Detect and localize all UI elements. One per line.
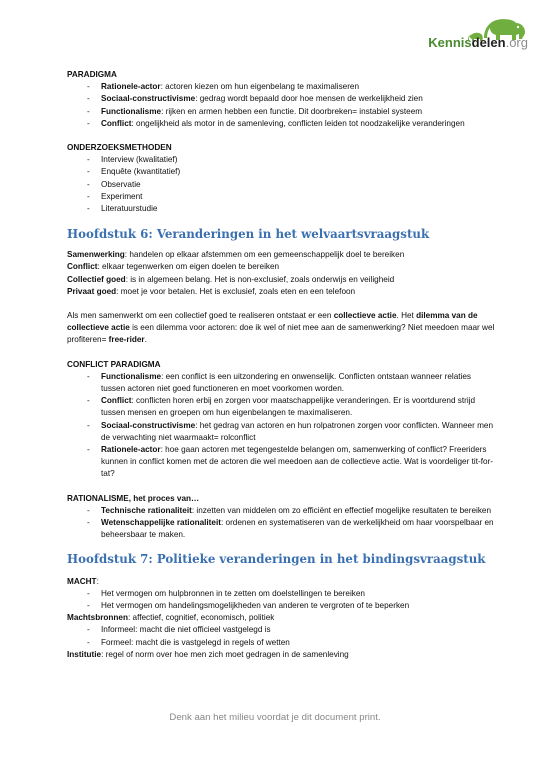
definition-line: [67, 286, 497, 298]
footer-note: Denk aan het milieu voordat je dit document print.: [169, 712, 381, 723]
definition: : elkaar tegenwerken om eigen doelen te bereiken: [97, 262, 280, 272]
list-item: - Literatuurstudie: [67, 203, 497, 215]
definition: : ongelijkheid als motor in de samenleving, conflicten leiden tot noodzakelijke veranderingen: [131, 118, 465, 128]
list-item: - Interview (kwalitatief): [67, 154, 497, 166]
definition: : affectief, cognitief, economisch, politiek: [127, 613, 275, 623]
logo-wordmark: [428, 35, 528, 50]
term: Collectief goed: [67, 274, 126, 284]
machtsbronnen-line: [67, 612, 497, 624]
term: Technische rationaliteit: [101, 505, 192, 515]
list-item: - Informeel: macht die niet officieel vastgelegd is: [67, 624, 497, 636]
term: Sociaal-constructivisme: [101, 94, 196, 104]
term: Conflict: [101, 118, 132, 128]
list-item: - Enquête (kwantitatief): [67, 166, 497, 178]
list-item: [67, 106, 497, 118]
list-item: [67, 395, 497, 419]
list-item: [67, 93, 497, 105]
definition: : moet je voor betalen. Het is exclusief, zoals eten en een telefoon: [116, 286, 356, 296]
logo-text-dark: delen: [471, 35, 506, 50]
term: Functionalisme: [101, 371, 162, 381]
text: is een dilemma voor actoren: doe ik wel of niet mee aan de samenwerking? Niet meedoen maar wel profiteren=: [67, 323, 495, 345]
list-item: [67, 118, 497, 130]
list-item: [67, 371, 497, 395]
term: Rationele-actor: [101, 82, 161, 92]
term: Conflict: [67, 262, 98, 272]
term: Privaat goed: [67, 286, 117, 296]
text: .: [144, 335, 147, 345]
list-item: - Formeel: macht die is vastgelegd in regels of wetten: [67, 637, 497, 649]
text: Als men samenwerkt om een collectief goed te realiseren ontstaat er een: [67, 311, 334, 321]
definition: : is in algemeen belang. Het is non-exclusief, zoals onderwijs en veiligheid: [125, 274, 395, 284]
chapter-6-title: Hoofdstuk 6: Veranderingen in het welvaartsvraagstuk: [67, 227, 430, 242]
rationalisme-heading: RATIONALISME, het proces van…: [67, 493, 200, 503]
conflict-paradigma-list: [67, 371, 497, 481]
machtsbronnen-list: [67, 624, 497, 648]
term: Conflict: [101, 396, 132, 406]
paradigma-list: [67, 81, 497, 130]
definition: : actoren kiezen om hun eigenbelang te maximaliseren: [160, 82, 360, 92]
logo-text-tld: .org: [505, 35, 528, 50]
list-item: - Het vermogen om handelingsmogelijkheden van anderen te vergroten of te beperken: [67, 600, 497, 612]
paradigma-heading: PARADIGMA: [67, 70, 117, 79]
definition-line: [67, 261, 497, 273]
collective-action-paragraph: [67, 310, 497, 347]
list-item: [67, 81, 497, 93]
list-item: [67, 505, 497, 517]
list-item: [67, 420, 497, 444]
term: Rationele-actor: [101, 445, 161, 455]
definition: : hoe gaan actoren met tegengestelde belangen om, samenwerking of conflict? Freeriders kunnen in conflict komen met de actoren die wel meedoen aan de collectieve actie. Wat is voordeliger tit-for-tat?: [101, 445, 493, 479]
rationalisme-list: [67, 505, 497, 542]
list-item: - Observatie: [67, 179, 497, 191]
term: Institutie: [67, 649, 102, 659]
term: Sociaal-constructivisme: [101, 420, 196, 430]
institutie-line: [67, 649, 497, 661]
macht-heading-line: [67, 576, 497, 588]
term: Samenwerking: [67, 250, 125, 260]
list-item: - Experiment: [67, 191, 497, 203]
document-body: [67, 69, 497, 661]
logo-text-green: Kennis: [428, 35, 472, 50]
macht-list: [67, 588, 497, 612]
chapter-7-title: Hoofdstuk 7: Politieke veranderingen in het bindingsvraagstuk: [67, 551, 486, 566]
term: Machtsbronnen: [67, 613, 128, 623]
macht-colon: :: [96, 576, 99, 586]
definition: : regel of norm over hoe men zich moet gedragen in de samenleving: [101, 649, 349, 659]
definition-line: [67, 249, 497, 261]
definition: : ordenen en systematiseren van de werkelijkheid om haar voorspelbaar en beheersbaar te maken.: [101, 518, 494, 540]
kennisdelen-logo: [406, 18, 528, 58]
definition-line: [67, 274, 497, 286]
list-item: [67, 444, 497, 481]
list-item: [67, 517, 497, 541]
term: Functionalisme: [101, 106, 162, 116]
definition: : het gedrag van actoren en hun rolpatronen zorgen voor conflicten. Wanneer men de verwachting niet waarmaakt= rolconflict: [101, 420, 494, 442]
list-item: - Het vermogen om hulpbronnen in te zetten om doelstellingen te bereiken: [67, 588, 497, 600]
term: collectieve actie: [333, 311, 397, 321]
conflict-paradigma-heading: CONFLICT PARADIGMA: [67, 359, 161, 369]
definition: : conflicten horen erbij en zorgen voor maatschappelijke veranderingen. Er is voortdurend strijd tussen mensen en groepen om hun eigenbelangen te maximaliseren.: [101, 396, 476, 418]
definition: : inzetten van middelen om zo efficiënt en effectief mogelijke resultaten te bereiken: [191, 505, 492, 515]
definition: : een conflict is een uitzondering en onwenselijk. Conflicten ontstaan wanneer relaties tussen actoren niet goed functioneren en moet voorkomen worden.: [101, 371, 472, 394]
term: Wetenschappelijke rationaliteit: [101, 518, 221, 528]
term: dilemma van de collectieve actie: [67, 311, 478, 333]
text: . Het: [396, 311, 417, 321]
term: free-rider: [108, 335, 145, 345]
definition: : gedrag wordt bepaald door hoe mensen de werkelijkheid zien: [195, 94, 423, 104]
macht-heading: MACHT: [67, 576, 97, 586]
definition: : rijken en armen hebben een functie. Dit doorbreken= instabiel systeem: [161, 106, 423, 116]
onderzoek-list: [67, 154, 497, 215]
definition: : handelen op elkaar afstemmen om een gemeenschappelijk doel te bereiken: [124, 250, 405, 260]
onderzoek-heading: ONDERZOEKSMETHODEN: [67, 143, 172, 153]
